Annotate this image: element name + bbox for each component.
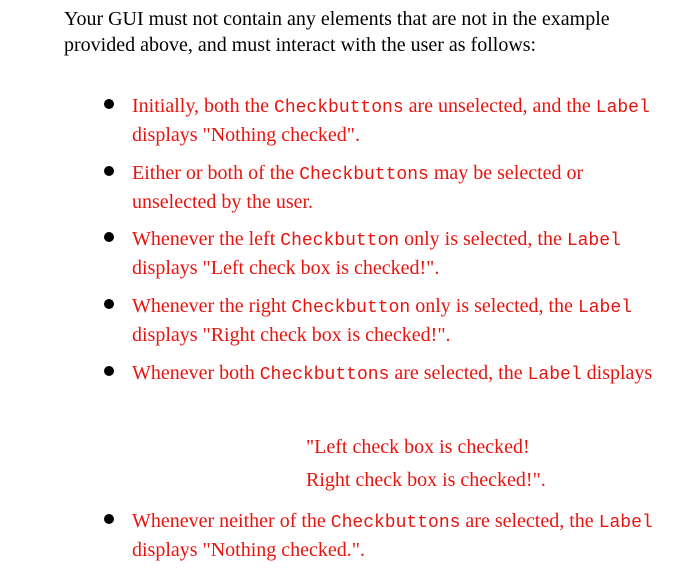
code-term: Checkbutton [291,298,411,318]
bullet-icon [104,366,114,376]
code-term: Checkbuttons [259,365,390,385]
text-run: Whenever both [132,362,260,384]
bullet-icon [104,99,114,109]
quote-line-1: "Left check box is checked! [306,436,530,458]
text-run: Whenever the right [132,295,292,317]
list-item-text [132,360,662,389]
text-run: only is selected, the [399,228,567,250]
text-run: displays "Right check box is checked!". [132,324,451,346]
text-run: only is selected, the [410,295,578,317]
bullet-icon [104,514,114,524]
code-term: Label [527,365,582,385]
text-run: may be selected or unselected by the user. [132,162,584,213]
text-run: displays "Left check box is checked!". [132,257,440,279]
bullet-icon [104,166,114,176]
list-item-text [132,508,662,564]
quote-line-2: Right check box is checked!". [306,469,546,491]
text-run: Whenever the left [132,228,281,250]
intro-paragraph: Your GUI must not contain any elements that are not in the example provided above, and must interact with the user as follows: [64,8,610,56]
list-item-text [132,93,662,149]
code-term: Label [577,298,632,318]
bullet-icon [104,232,114,242]
bullet-icon [104,299,114,309]
list-item-text [132,293,662,349]
text-run: are selected, the [389,362,528,384]
code-term: Checkbuttons [274,98,404,118]
text-run: Either or both of the [132,162,300,184]
code-term: Label [595,98,650,118]
list-item-text [132,160,662,216]
text-run: Initially, both the [132,95,275,117]
code-term: Checkbuttons [299,165,429,185]
code-term: Label [566,231,621,251]
text-run: are selected, the [460,510,599,532]
text-run: displays [581,362,653,384]
list-item-text [132,226,662,282]
text-run: displays "Nothing checked". [132,124,360,146]
text-run: Whenever neither of the [132,510,331,532]
code-term: Label [598,513,653,533]
code-term: Checkbuttons [330,513,461,533]
text-run: are unselected, and the [403,95,596,117]
text-run: displays "Nothing checked.". [132,539,365,561]
code-term: Checkbutton [280,231,400,251]
